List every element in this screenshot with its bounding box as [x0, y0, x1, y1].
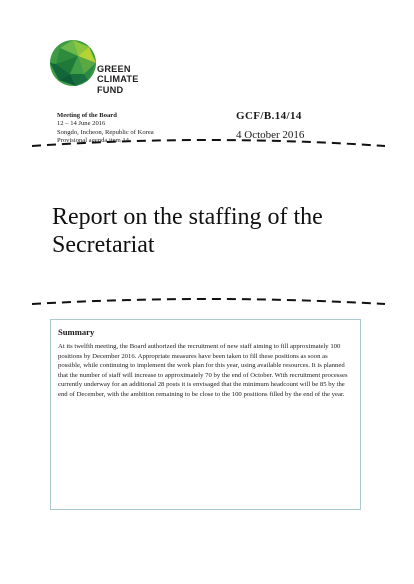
document-title-line-1: Report on the staffing of the: [52, 204, 323, 230]
document-date: 4 October 2016: [236, 129, 305, 141]
green-climate-fund-logo: [48, 38, 163, 102]
logo-line-green: GREEN: [97, 64, 131, 74]
document-title-line-2: Secretariat: [52, 232, 155, 258]
document-code: GCF/B.14/14: [236, 110, 302, 122]
meeting-agenda: Provisional agenda item 14: [57, 136, 129, 144]
meeting-dates: 12 – 14 June 2016: [57, 120, 106, 128]
summary-text: At its twelfth meeting, the Board authorized the recruitment of new staff aiming to fill approximately 100 positions by December 2016. Appropriate measures have been taken to fill these positions as soon as possible, while continuing to implement the work plan for this year, using available resources. It is planned that the number of staff will increase to approximately 70 by the end of October. With recruitment processes currently underway for an additional 28 posts it is envisaged that the minimum headcount will be 85 by the end of December, with the ambition remaining to be close to the 100 positions filled by the end of the year.: [58, 343, 348, 398]
meeting-location: Songdo, Incheon, Republic of Korea: [57, 128, 154, 136]
logo-wordmark: [97, 64, 139, 95]
logo-line-fund: FUND: [97, 84, 124, 95]
document-title: [52, 203, 372, 259]
summary-heading: Summary: [58, 327, 95, 337]
logo-line-climate: CLIMATE: [97, 74, 139, 85]
meeting-title: Meeting of the Board: [57, 112, 117, 119]
globe-icon: [48, 38, 98, 88]
summary-box: [50, 319, 361, 510]
wave-divider-bottom: [30, 294, 387, 308]
wave-divider-top: [30, 136, 387, 150]
